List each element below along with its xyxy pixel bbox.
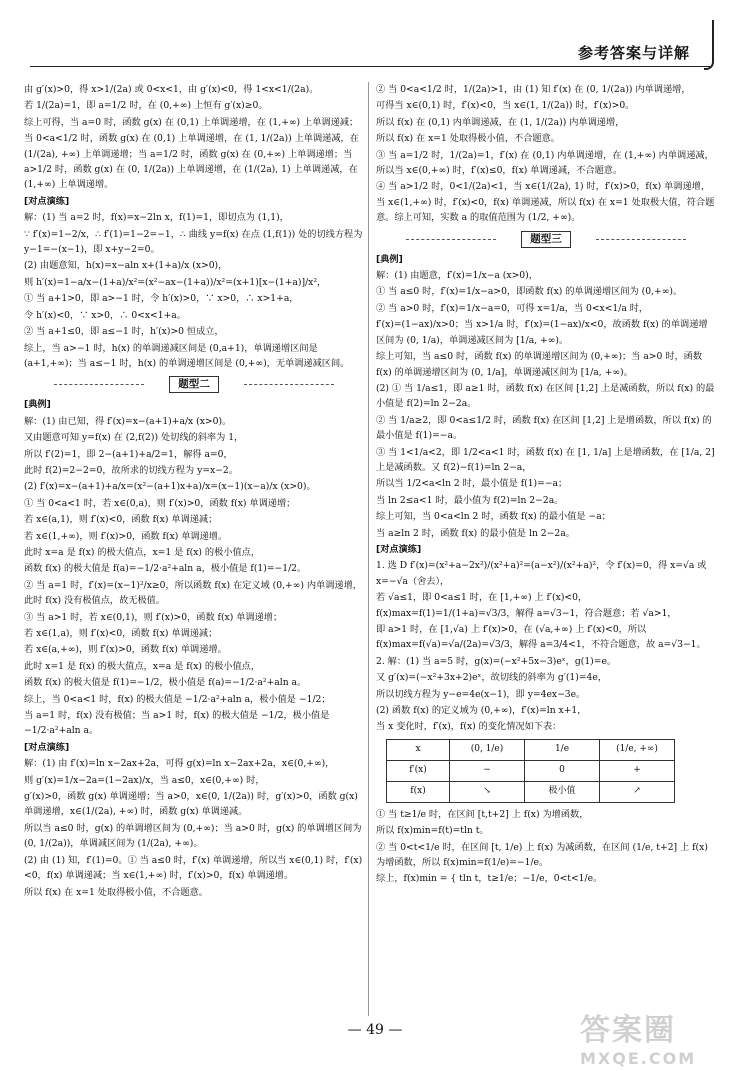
section-title-2 (24, 376, 364, 393)
drill-heading: [对点演练] (24, 195, 70, 207)
text-line: (2) ① 当 1/a≤1，即 a≥1 时，函数 f(x) 在区间 [1,2] 上是减函数，所以 f(x) 的最小值是 f(2)=ln 2−2a。 (376, 382, 715, 410)
page-header-title: 参考答案与详解 (577, 44, 690, 62)
text-line: ① 当 t≥1/e 时，在区间 [t,t+2] 上 f(x) 为增函数， (376, 808, 589, 820)
drill-heading: [对点演练] (376, 543, 422, 555)
section-title-text: 题型二 (169, 376, 219, 393)
text-line: ① 当 0<a<1 时，若 x∈(0,a)，则 f′(x)>0，函数 f(x) 单调递增； (24, 497, 296, 509)
text-line: ② 当 1/a≥2，即 0<a≤1/2 时，函数 f(x) 在区间 [1,2] 上是增函数，所以 f(x) 的最小值是 f(1)=−a。 (376, 414, 712, 442)
text-line: 当 ln 2≤a<1 时，最小值为 f(2)=ln 2−2a。 (376, 494, 564, 506)
text-line: 所以 f(x) 在 x=1 处取得极小值，不合题意。 (376, 133, 560, 145)
table-cell: ↗ (600, 781, 675, 802)
text-line: 2. 解：(1) 当 a=5 时，g(x)=(−x²+5x−3)eˣ，g(1)=e。 (376, 655, 617, 667)
table-row (387, 739, 675, 760)
text-line: 解：(1) 由 f′(x)=ln x−2ax+2a，可得 g(x)=ln x−2ax+2a，x∈(0,+∞)， (24, 758, 335, 770)
left-column (24, 82, 364, 901)
table-cell: f′(x) (387, 760, 450, 781)
text-line: 所以 f′(2)=1，即 2−(a+1)+a/2=1，解得 a=0， (24, 448, 233, 460)
text-line: 所以 f(x)min=f(t)=tln t。 (376, 825, 489, 837)
text-line: ∵ f′(x)=1−2/x，∴ f′(1)=1−2=−1，∴ 曲线 y=f(x) 在点 (1,f(1)) 处的切线方程为 y−1=−(x−1)，即 x+y−2=0。 (24, 228, 363, 256)
text-line: 综上，f(x)min = { tln t，t≥1/e；−1/e，0<t<1/e。 (376, 873, 603, 885)
text-line: (2) 由题意知，h(x)=x−aln x+(1+a)/x (x>0)， (24, 260, 228, 272)
table-cell: + (600, 760, 675, 781)
text-line: 若 x∈(1,a)，则 f′(x)<0，函数 f(x) 单调递减； (24, 628, 218, 639)
variation-table (386, 739, 675, 803)
table-cell: 极小值 (525, 781, 600, 802)
text-line: 令 h′(x)<0，∵ x>0，∴ 0<x<1+a。 (24, 309, 186, 321)
text-line: 所以 f(x) 在 (0,1) 内单调递减，在 (1, 1/(2a)) 内单调递增， (376, 116, 625, 128)
text-line: f′(x)=(1−ax)/x>0；当 x>1/a 时，f′(x)=(1−ax)/x<0，故函数 f(x) 的单调递增区间为 (0, 1/a)，单调递减区间为 [1/a, +∞)。 (376, 319, 708, 346)
watermark-logo (580, 1005, 730, 1068)
table-cell: − (450, 760, 525, 781)
text-line: 又 g′(x)=(−x²+3x+2)eˣ，故切线的斜率为 g′(1)=4e， (376, 672, 608, 684)
text-line: 可得当 x∈(0,1) 时，f′(x)<0，当 x∈(1, 1/(2a)) 时，f′(x)>0。 (376, 100, 635, 112)
column-divider (368, 82, 369, 1016)
table-row (387, 760, 675, 781)
text-line: ④ 当 a>1/2 时，0<1/(2a)<1，当 x∈(1/(2a), 1) 时，f′(x)>0，f(x) 单调递增，当 x∈(1,+∞) 时，f′(x)<0，f(x) 单调递减，所以 f(x) 在 x=1 处取极大值，符合题意。综上可知，实数 a 的取值范围为 (1/2, +∞)。 (376, 181, 715, 224)
text-line: 解：(1) 当 a=2 时，f(x)=x−2ln x，f(1)=1，即切点为 (1,1)， (24, 212, 289, 224)
text-line: ② 当 a+1≤0，即 a≤−1 时，h′(x)>0 恒成立， (24, 326, 224, 338)
text-line: 1. 选 D f′(x)=(x²+a−2x²)/(x²+a)²=(a−x²)/(x²+a)²，令 f′(x)=0，得 x=√a 或 x=−√a（舍去）， (376, 560, 707, 587)
text-line: 当 x 变化时，f′(x)，f(x) 的变化情况如下表： (376, 721, 562, 733)
text-line: 所以当 1/2<a<ln 2 时，最小值是 f(1)=−a； (376, 478, 568, 490)
table-cell: x (387, 739, 450, 760)
section-title-text: 题型三 (521, 231, 571, 248)
text-line: 函数 f(x) 的极大值是 f(a)=−1/2·a²+aln a，极小值是 f(1)=−1/2。 (24, 563, 307, 575)
text-line: ② 当 0<t<1/e 时，在区间 [t, 1/e) 上 f(x) 为减函数，在区间 (1/e, t+2] 上 f(x) 为增函数，所以 f(x)min=f(1/e)=−1/e。 (376, 841, 708, 869)
text-line: 综上可得，当 a=0 时，函数 g(x) 在 (0,1) 上单调递增，在 (1,+∞) 上单调递减； (24, 116, 359, 128)
text-line: 综上，当 0<a<1 时，f(x) 的极大值是 −1/2·a²+aln a，极小值是 −1/2； (24, 693, 331, 705)
text-line: 此时 f(2)=2−2=0，故所求的切线方程为 y=x−2。 (24, 464, 238, 476)
text-line: 当 a≥ln 2 时，函数 f(x) 的最小值是 ln 2−2a。 (376, 527, 575, 539)
example-heading: [典例] (376, 253, 403, 265)
text-line: 综上，当 a>−1 时，h(x) 的单调递减区间是 (0,a+1)，单调递增区间是 (a+1,+∞)；当 a≤−1 时，h(x) 的单调递增区间是 (0,+∞)，无单调递减区间。 (24, 342, 350, 369)
text-line: ② 当 a>0 时，f′(x)=1/x−a=0，可得 x=1/a，当 0<x<1/a 时， (376, 302, 649, 314)
text-line: 即 a>1 时，在 [1,√a) 上 f′(x)>0，在 (√a,+∞) 上 f′(x)<0，所以 f(x)max=f(√a)=√a/(2a)=√3/3，解得 a=3/4<1，不符合题意，故 a=√3−1。 (376, 624, 706, 651)
text-line: 综上可知，当 0<a<ln 2 时，函数 f(x) 的最小值是 −a； (376, 511, 611, 523)
text-line: 所以切线方程为 y−e=4e(x−1)，即 y=4ex−3e。 (376, 688, 586, 700)
text-line: 又由题意可知 y=f(x) 在 (2,f(2)) 处切线的斜率为 1， (24, 432, 244, 444)
text-line: ① 当 a+1>0，即 a>−1 时，令 h′(x)>0，∵ x>0，∴ x>1+a， (24, 293, 299, 305)
text-line: 当 0<a<1/2 时，函数 g(x) 在 (0,1) 上单调递增，在 (1, 1/(2a)) 上单调递减，在 (1/(2a), +∞) 上单调递增；当 a=1/2 时，函数 g(x) 在 (0,+∞) 上单调递增；当 a>1/2 时，函数 g(x) 在 (0, 1/(2a)) 上单调递增，在 (1/(2a), 1) 上单调递减，在 (1,+∞) 上单调递增。 (24, 133, 359, 191)
table-cell: 0 (525, 760, 600, 781)
text-line: ③ 当 a=1/2 时，1/(2a)=1，f′(x) 在 (0,1) 内单调递增，在 (1,+∞) 内单调递减，所以当 x∈(0,+∞) 时，f′(x)≤0，f(x) 单调递减，不合题意。 (376, 149, 714, 177)
text-line: 所以当 a≤0 时，g(x) 的单调增区间为 (0,+∞)；当 a>0 时，g(x) 的单调增区间为 (0, 1/(2a))，单调减区间为 (1/(2a), +∞)。 (24, 822, 362, 850)
text-line: 所以 f(x) 在 x=1 处取得极小值，不合题意。 (24, 886, 208, 898)
text-line: 若 1/(2a)=1，即 a=1/2 时，在 (0,+∞) 上恒有 g′(x)≥0。 (24, 100, 268, 112)
text-line: 解：(1) 由已知，得 f′(x)=x−(a+1)+a/x (x>0)。 (24, 415, 232, 427)
text-line: 函数 f(x) 的极大值是 f(1)=−1/2，极小值是 f(a)=−1/2·a²+aln a。 (24, 677, 307, 689)
text-line: (2) 由 (1) 知，f′(1)=0。① 当 a≤0 时，f′(x) 单调递增，所以当 x∈(0,1) 时，f′(x)<0，f(x) 单调递减；当 x∈(1,+∞) 时，f′(x)>0，f(x) 单调递增。 (24, 854, 363, 882)
text-line: 综上可知，当 a≤0 时，函数 f(x) 的单调递增区间为 (0,+∞)；当 a>0 时，函数 f(x) 的单调递增区间为 (0, 1/a]，单调递减区间为 [1/a, +∞)。 (376, 351, 703, 378)
watermark-text: 答案圈 (580, 1013, 676, 1048)
page-number: — 49 — (347, 1022, 403, 1038)
example-heading: [典例] (24, 399, 51, 411)
text-line: g′(x)>0，函数 g(x) 单调递增；当 a>0，x∈(0, 1/(2a)) 时，g′(x)>0，函数 g(x) 单调递增，x∈(1/(2a), +∞) 时，函数 g(x) 单调递减。 (24, 791, 358, 818)
text-line: 若 x∈(a,+∞)，则 f′(x)>0，函数 f(x) 单调递增。 (24, 644, 227, 656)
right-column (376, 82, 716, 888)
text-line: ② 当 a=1 时，f′(x)=(x−1)²/x≥0，所以函数 f(x) 在定义域 (0,+∞) 内单调递增，此时 f(x) 没有极值点，故无极值。 (24, 579, 362, 607)
text-line: (2) f′(x)=x−(a+1)+a/x=(x²−(a+1)x+a)/x=(x−1)(x−a)/x (x>0)。 (24, 481, 316, 493)
header-rule (30, 66, 710, 67)
text-line: 若 x∈(1,+∞)，则 f′(x)>0，函数 f(x) 单调递增。 (24, 530, 228, 542)
table-cell: (1/e, +∞) (600, 739, 675, 760)
table-cell: f(x) (387, 781, 450, 802)
text-line: ② 当 0<a<1/2 时，1/(2a)>1，由 (1) 知 f′(x) 在 (0, 1/(2a)) 内单调递增， (376, 84, 691, 95)
table-cell: (0, 1/e) (450, 739, 525, 760)
text-line: 若 √a≤1，即 0<a≤1 时，在 [1,+∞) 上 f′(x)<0，f(x)max=f(1)=1/(1+a)=√3/3，解得 a=√3−1，符合题意；若 √a>1， (376, 592, 677, 619)
text-line: 解：(1) 由题意，f′(x)=1/x−a (x>0)， (376, 270, 538, 282)
text-line: 若 x∈(a,1)，则 f′(x)<0，函数 f(x) 单调递减； (24, 514, 218, 526)
text-line: 则 g′(x)=1/x−2a=(1−2ax)/x，当 a≤0，x∈(0,+∞) 时， (24, 774, 265, 786)
table-cell: ↘ (450, 781, 525, 802)
text-line: 此时 x=a 是 f(x) 的极大值点，x=1 是 f(x) 的极小值点， (24, 546, 261, 558)
text-line: 当 a=1 时，f(x) 没有极值；当 a>1 时，f(x) 的极大值是 −1/2，极小值是 −1/2·a²+aln a。 (24, 710, 330, 737)
text-line: ③ 当 1<1/a<2，即 1/2<a<1 时，函数 f(x) 在 [1, 1/a] 上是增函数，在 [1/a, 2] 上是减函数。又 f(2)−f(1)=ln 2−a， (376, 446, 715, 473)
drill-heading: [对点演练] (24, 741, 70, 753)
text-line: ③ 当 a>1 时，若 x∈(0,1)，则 f′(x)>0，函数 f(x) 单调递增； (24, 611, 283, 623)
watermark-url: MXQE.COM (580, 1049, 697, 1068)
text-line: 此时 x=1 是 f(x) 的极大值点，x=a 是 f(x) 的极小值点， (24, 660, 261, 672)
text-line: ① 当 a≤0 时，f′(x)=1/x−a>0，即函数 f(x) 的单调递增区间为 (0,+∞)。 (376, 286, 683, 298)
text-line: (2) 函数 f(x) 的定义域为 (0,+∞)，f′(x)=ln x+1， (376, 705, 587, 717)
text-line: 由 g′(x)>0，得 x>1/(2a) 或 0<x<1，由 g′(x)<0，得 1<x<1/(2a)。 (24, 84, 319, 95)
section-title-3 (376, 231, 716, 248)
table-cell: 1/e (525, 739, 600, 760)
table-row (387, 781, 675, 802)
header-decoration (704, 20, 714, 70)
text-line: 则 h′(x)=1−a/x−(1+a)/x²=(x²−ax−(1+a))/x²=(x+1)[x−(1+a)]/x²， (24, 276, 327, 288)
